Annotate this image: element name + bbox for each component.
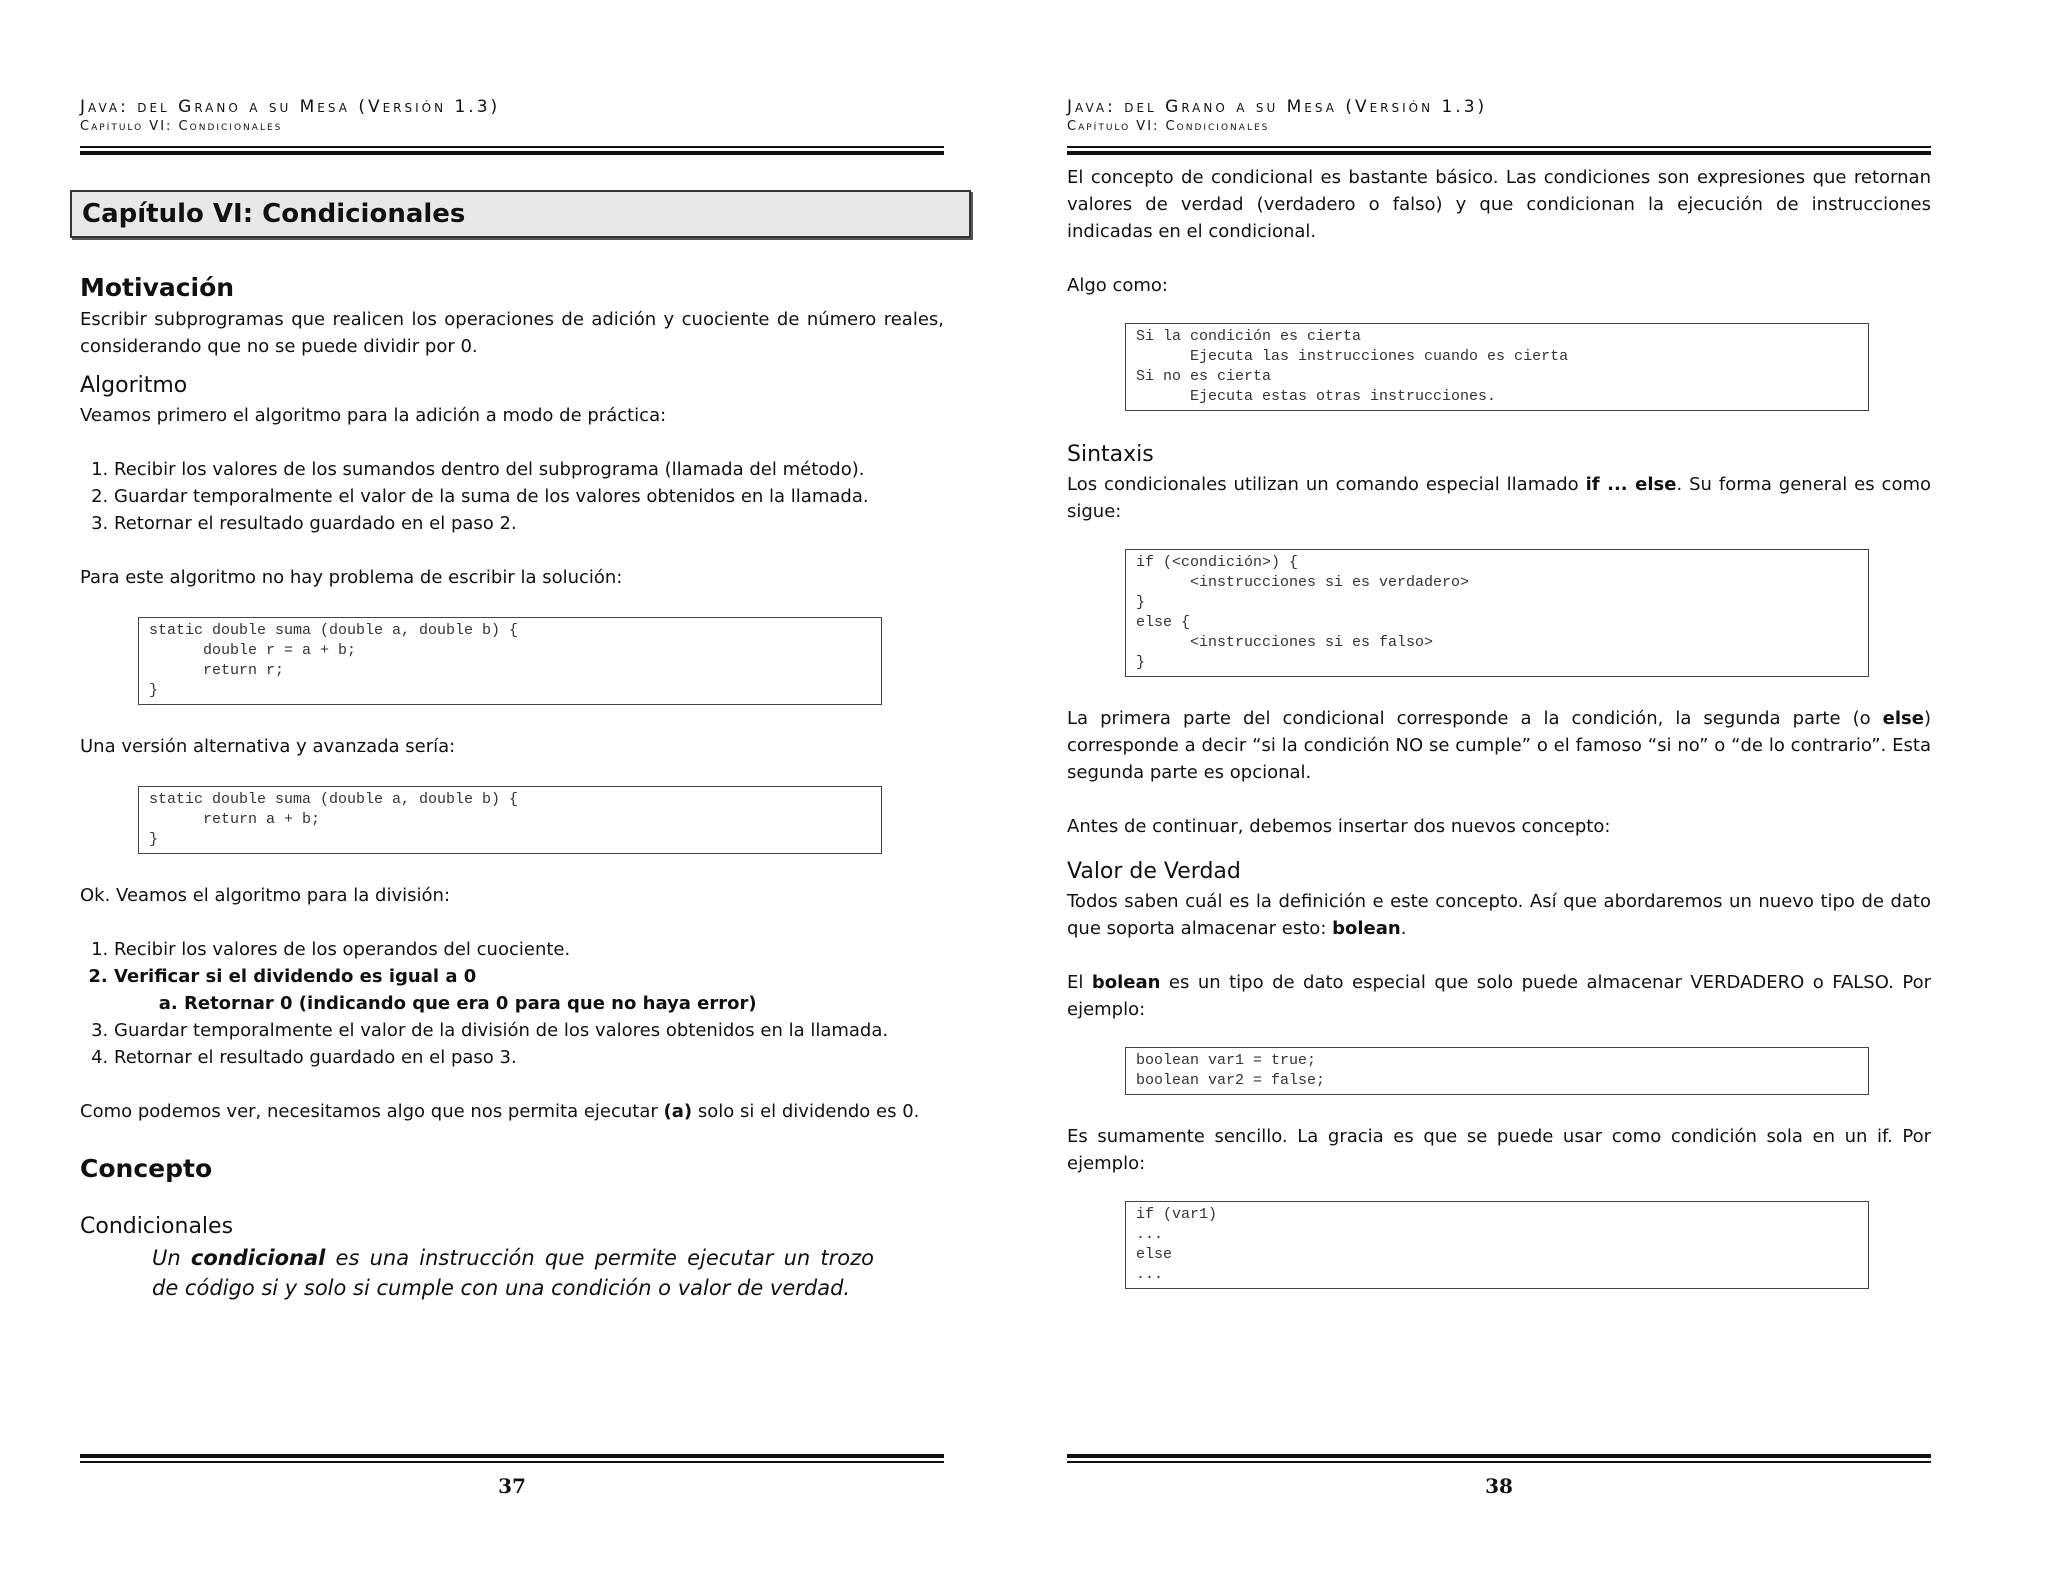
list-item-bold	[114, 963, 944, 1017]
chapter-line: Capítulo VI: Condicionales	[1067, 119, 1270, 134]
book-title: Java: del Grano a su Mesa (Versión 1.3)	[1067, 97, 1488, 117]
text-span: La primera parte del condicional corresponde a la condición, la segunda parte (o	[1067, 708, 1883, 729]
suma-text: Para este algoritmo no hay problema de escribir la solución:	[80, 567, 623, 588]
intro-text: El concepto de condicional es bastante básico. Las condiciones son expresiones que retornan valores de verdad (verdadero o falso) y que condicionan la ejecución de instrucciones indicadas en el condicional.	[1067, 167, 1931, 242]
subsection-heading-condicionales: Condicionales	[80, 1214, 234, 1239]
primera-parte-text	[1067, 705, 1931, 786]
sub-list	[114, 990, 944, 1017]
code-block-boolean: boolean var1 = true; boolean var2 = false;	[1125, 1047, 1869, 1095]
chapter-title: Capítulo VI: Condicionales	[70, 190, 971, 238]
bold-span: (a)	[663, 1101, 693, 1122]
bold-span: bolean	[1091, 972, 1161, 993]
text-span: .	[1400, 918, 1407, 939]
footer-rule	[1067, 1461, 1931, 1463]
header-rule	[1067, 146, 1931, 148]
definition-quote	[80, 1243, 944, 1303]
code-block-if-var: if (var1) ... else ...	[1125, 1201, 1869, 1289]
header-rule-thick	[1067, 151, 1931, 155]
suma-steps-list	[80, 456, 944, 537]
list-item: 1. Recibir los valores de los operandos del cuociente.	[114, 936, 944, 963]
code-block-if-else: if (<condición>) { <instrucciones si es verdadero> } else { <instrucciones si es falso> }	[1125, 549, 1869, 677]
text-span: solo si el dividendo es 0.	[692, 1101, 920, 1122]
bolean-text	[1067, 969, 1931, 1023]
text-span: Los condicionales utilizan un comando especial llamado	[1067, 474, 1586, 495]
text-span: El	[1067, 972, 1092, 993]
algo-como-text: Algo como:	[1067, 275, 1168, 296]
subsection-heading-sintaxis: Sintaxis	[1067, 442, 1154, 467]
text-span: Todos saben cuál es la definición e este concepto. Así que abordaremos un nuevo tipo de dato que soporta almacenar esto:	[1067, 891, 1931, 939]
sumamente-text: Es sumamente sencillo. La gracia es que se puede usar como condición sola en un if. Por ejemplo:	[1067, 1126, 1931, 1174]
list-item: 3. Retornar el resultado guardado en el paso 2.	[114, 510, 944, 537]
book-title: Java: del Grano a su Mesa (Versión 1.3)	[80, 97, 501, 117]
text-span: ) corresponde a decir “si la condición NO se cumple” o el famoso “si no” o “de lo contrario”. Esta segunda parte es opcional.	[1067, 708, 1931, 783]
alt-text: Una versión alternativa y avanzada sería:	[80, 736, 456, 757]
right-page	[1067, 0, 1931, 1582]
list-item-text: Verificar si el dividendo es igual a 0	[114, 966, 477, 987]
text-span: es un tipo de dato especial que solo puede almacenar VERDADERO o FALSO. Por ejemplo:	[1067, 972, 1931, 1020]
left-content	[80, 190, 944, 1303]
division-text: Ok. Veamos el algoritmo para la división:	[80, 885, 451, 906]
todos-text	[1067, 888, 1931, 942]
code-block-suma-alt: static double suma (double a, double b) { return a + b; }	[138, 786, 882, 854]
header-rule	[80, 146, 944, 148]
header-rule-thick	[80, 151, 944, 155]
bold-span: else	[1882, 708, 1924, 729]
motivacion-text: Escribir subprogramas que realicen los operaciones de adición y cuociente de número reales, considerando que no se puede dividir por 0.	[80, 309, 944, 357]
subsection-heading-valor-de-verdad: Valor de Verdad	[1067, 859, 1241, 884]
division-steps-list	[80, 936, 944, 1071]
left-page	[80, 0, 944, 1582]
running-header	[80, 96, 944, 136]
algoritmo-intro: Veamos primero el algoritmo para la adición a modo de práctica:	[80, 405, 667, 426]
bold-span: bolean	[1332, 918, 1401, 939]
running-header	[1067, 96, 1931, 136]
footer-rule-thick	[80, 1454, 944, 1458]
chapter-line: Capítulo VI: Condicionales	[80, 119, 283, 134]
footer-rule-thick	[1067, 1454, 1931, 1458]
footer-rule	[80, 1461, 944, 1463]
text-span: es una instrucción que permite ejecutar un trozo de código si y solo si cumple con una condición o valor de verdad.	[152, 1246, 874, 1300]
text-span: Un	[152, 1246, 191, 1270]
section-heading-motivacion: Motivación	[80, 273, 235, 302]
section-heading-concepto: Concepto	[80, 1154, 213, 1183]
list-item: 1. Recibir los valores de los sumandos dentro del subprograma (llamada del método).	[114, 456, 944, 483]
sintaxis-text	[1067, 471, 1931, 525]
list-item: 2. Guardar temporalmente el valor de la suma de los valores obtenidos en la llamada.	[114, 483, 944, 510]
code-block-pseudo: Si la condición es cierta Ejecuta las instrucciones cuando es cierta Si no es cierta Ejecuta estas otras instrucciones.	[1125, 323, 1869, 411]
page-number: 38	[1485, 1474, 1513, 1498]
code-block-suma: static double suma (double a, double b) { double r = a + b; return r; }	[138, 617, 882, 705]
text-span: . Su forma general es como sigue:	[1067, 474, 1932, 522]
right-content	[1067, 164, 1931, 1289]
list-item: 4. Retornar el resultado guardado en el paso 3.	[114, 1044, 944, 1071]
page-number: 37	[498, 1474, 526, 1498]
subsection-heading-algoritmo: Algoritmo	[80, 373, 188, 398]
list-item: a. Retornar 0 (indicando que era 0 para que no haya error)	[184, 990, 944, 1017]
bold-span: if ... else	[1585, 474, 1677, 495]
bold-span: condicional	[190, 1246, 326, 1270]
antes-text: Antes de continuar, debemos insertar dos nuevos concepto:	[1067, 816, 1611, 837]
list-item: 3. Guardar temporalmente el valor de la división de los valores obtenidos en la llamada.	[114, 1017, 944, 1044]
text-span: Como podemos ver, necesitamos algo que nos permita ejecutar	[80, 1101, 664, 1122]
como-text	[80, 1098, 944, 1125]
